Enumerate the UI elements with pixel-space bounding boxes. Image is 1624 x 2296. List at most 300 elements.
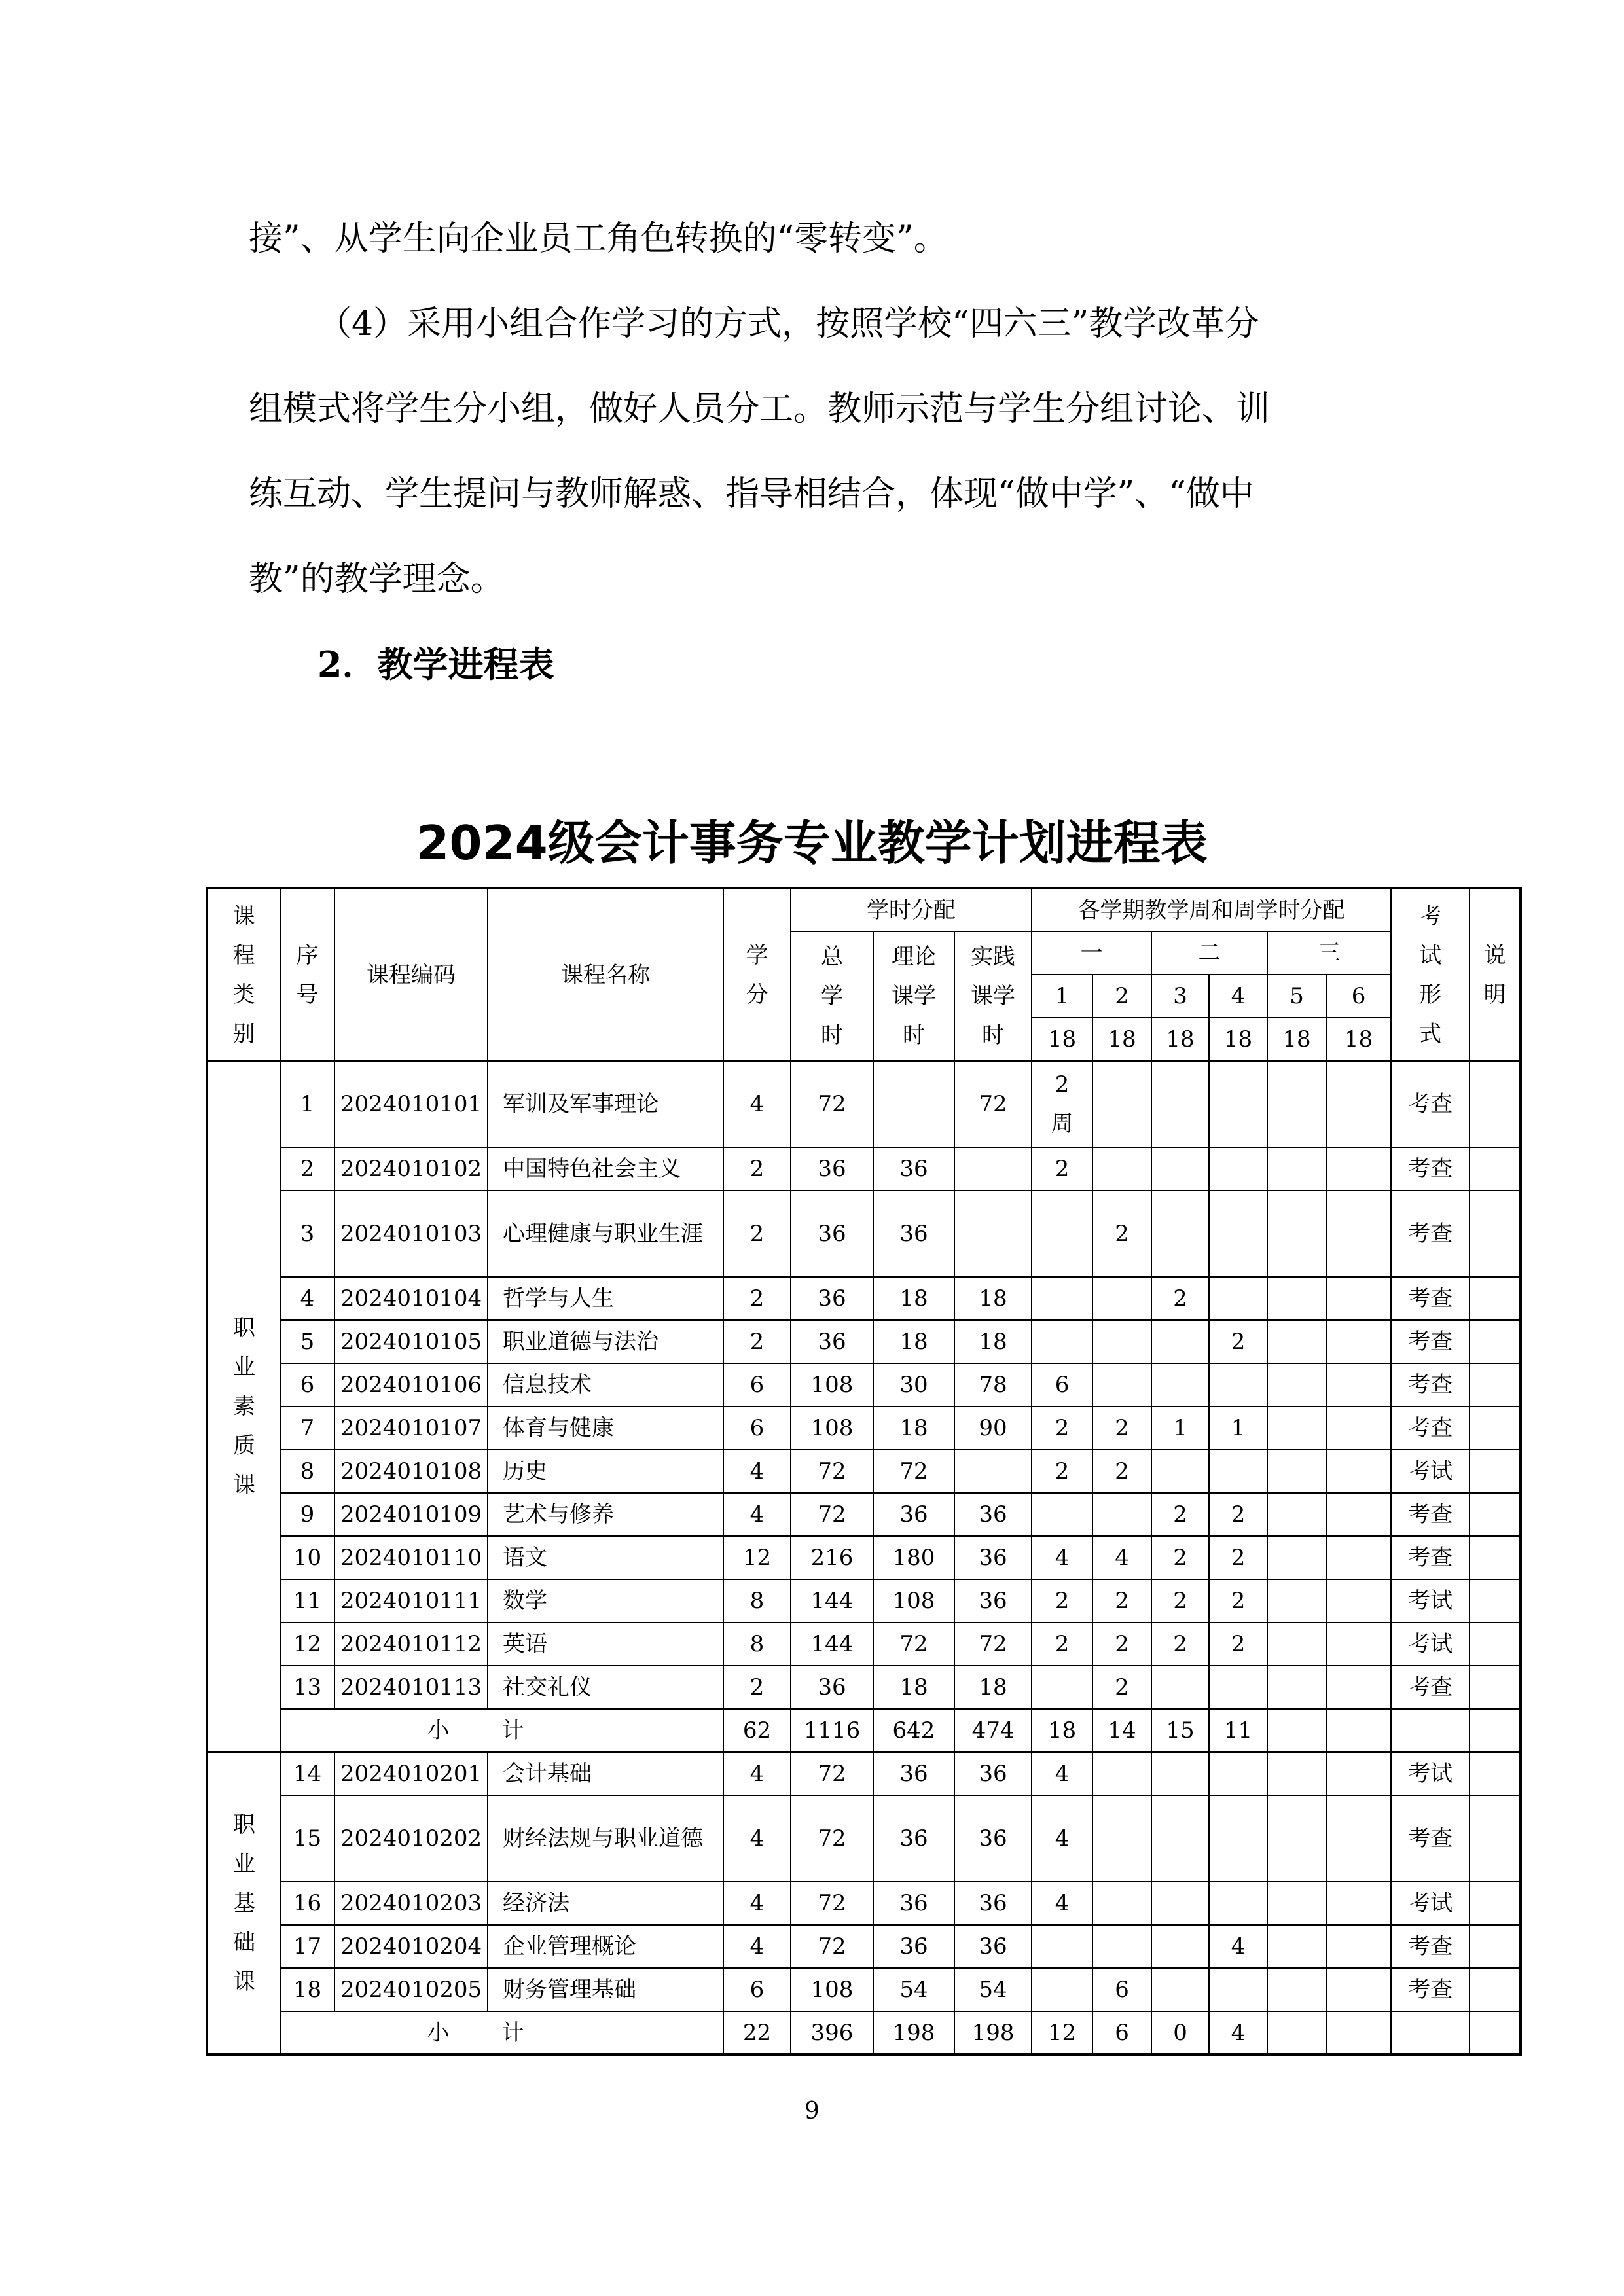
semester-hours-cell: 2 xyxy=(1209,1536,1267,1579)
semester-hours-cell xyxy=(1032,1925,1092,1968)
subtotal-exam-form xyxy=(1391,1709,1470,1752)
subtotal-semester-hours: 15 xyxy=(1151,1709,1209,1752)
subtotal-semester-hours xyxy=(1267,1709,1326,1752)
semester-hours-cell xyxy=(1267,1968,1326,2011)
code-cell: 2024010107 xyxy=(334,1407,488,1450)
code-cell: 2024010106 xyxy=(334,1363,488,1407)
practice-hours-cell: 36 xyxy=(954,1795,1032,1882)
seq-cell: 6 xyxy=(280,1363,334,1407)
semester-hours-cell xyxy=(1267,1147,1326,1191)
header-year-3: 三 xyxy=(1267,931,1391,975)
semester-hours-cell: 6 xyxy=(1092,1968,1151,2011)
seq-cell: 3 xyxy=(280,1191,334,1277)
exam-form-cell: 考查 xyxy=(1391,1795,1470,1882)
course-name-cell: 企业管理概论 xyxy=(488,1925,723,1968)
semester-hours-cell xyxy=(1209,1882,1267,1925)
semester-hours-cell xyxy=(1151,1450,1209,1493)
semester-hours-cell: 2 xyxy=(1032,1623,1092,1666)
course-name-cell: 会计基础 xyxy=(488,1752,723,1795)
category-cell: 职业基础课 xyxy=(207,1752,280,2054)
table-row xyxy=(207,1882,1521,1925)
code-cell: 2024010109 xyxy=(334,1493,488,1536)
notes-cell xyxy=(1470,1666,1521,1709)
paragraph-line: （4）采用小组合作学习的方式，按照学校“四六三”教学改革分 xyxy=(317,304,1259,344)
total-hours-cell: 72 xyxy=(791,1450,873,1493)
semester-hours-cell xyxy=(1326,1277,1391,1320)
semester-hours-cell xyxy=(1092,1277,1151,1320)
header-weeks: 18 xyxy=(1092,1018,1151,1061)
seq-cell: 17 xyxy=(280,1925,334,1968)
practice-hours-cell: 36 xyxy=(954,1493,1032,1536)
semester-hours-cell xyxy=(1092,1925,1151,1968)
seq-cell: 8 xyxy=(280,1450,334,1493)
subtotal-total-hours: 396 xyxy=(791,2011,873,2054)
code-cell: 2024010203 xyxy=(334,1882,488,1925)
code-cell: 2024010101 xyxy=(334,1061,488,1147)
credits-cell: 4 xyxy=(723,1925,791,1968)
subtotal-theory-hours: 642 xyxy=(873,1709,954,1752)
semester-hours-cell xyxy=(1267,1925,1326,1968)
header-weeks: 18 xyxy=(1267,1018,1326,1061)
credits-cell: 2 xyxy=(723,1320,791,1363)
course-name-cell: 社交礼仪 xyxy=(488,1666,723,1709)
seq-cell: 13 xyxy=(280,1666,334,1709)
section-heading: 2．教学进程表 xyxy=(317,643,554,685)
header-semester: 5 xyxy=(1267,975,1326,1018)
semester-hours-cell xyxy=(1326,1795,1391,1882)
semester-hours-cell: 2 xyxy=(1032,1147,1092,1191)
table-row xyxy=(207,1968,1521,2011)
subtotal-semester-hours: 0 xyxy=(1151,2011,1209,2054)
semester-hours-cell: 2 xyxy=(1032,1407,1092,1450)
header-hours-group: 学时分配 xyxy=(791,888,1032,931)
semester-hours-cell xyxy=(1326,1623,1391,1666)
subtotal-semester-hours: 18 xyxy=(1032,1709,1092,1752)
semester-hours-cell: 2 xyxy=(1209,1623,1267,1666)
course-name-cell: 军训及军事理论 xyxy=(488,1061,723,1147)
seq-cell: 9 xyxy=(280,1493,334,1536)
semester-hours-cell: 4 xyxy=(1092,1536,1151,1579)
subtotal-notes xyxy=(1470,1709,1521,1752)
table-body xyxy=(207,1061,1521,2054)
semester-hours-cell: 2 xyxy=(1151,1623,1209,1666)
semester-hours-cell xyxy=(1092,1147,1151,1191)
total-hours-cell: 108 xyxy=(791,1363,873,1407)
subtotal-theory-hours: 198 xyxy=(873,2011,954,2054)
semester-hours-cell: 2 xyxy=(1209,1320,1267,1363)
credits-cell: 2 xyxy=(723,1277,791,1320)
paragraph-line: 接”、从学生向企业员工角色转换的“零转变”。 xyxy=(249,219,948,259)
semester-hours-cell xyxy=(1326,1536,1391,1579)
theory-hours-cell: 36 xyxy=(873,1147,954,1191)
semester-hours-cell: 2 xyxy=(1209,1493,1267,1536)
total-hours-cell: 72 xyxy=(791,1752,873,1795)
semester-hours-cell xyxy=(1092,1752,1151,1795)
seq-cell: 14 xyxy=(280,1752,334,1795)
semester-hours-cell xyxy=(1267,1666,1326,1709)
header-semester: 1 xyxy=(1032,975,1092,1018)
course-name-cell: 体育与健康 xyxy=(488,1407,723,1450)
practice-hours-cell: 18 xyxy=(954,1320,1032,1363)
semester-hours-cell xyxy=(1092,1320,1151,1363)
total-hours-cell: 36 xyxy=(791,1277,873,1320)
header-weeks: 18 xyxy=(1032,1018,1092,1061)
semester-hours-cell xyxy=(1151,1061,1209,1147)
code-cell: 2024010204 xyxy=(334,1925,488,1968)
course-name-cell: 经济法 xyxy=(488,1882,723,1925)
code-cell: 2024010104 xyxy=(334,1277,488,1320)
subtotal-semester-hours xyxy=(1267,2011,1326,2054)
table-row xyxy=(207,1277,1521,1320)
subtotal-semester-hours: 14 xyxy=(1092,1709,1151,1752)
practice-hours-cell: 72 xyxy=(954,1061,1032,1147)
semester-hours-cell: 2 xyxy=(1151,1579,1209,1623)
practice-hours-cell: 36 xyxy=(954,1536,1032,1579)
notes-cell xyxy=(1470,1450,1521,1493)
subtotal-credits: 62 xyxy=(723,1709,791,1752)
semester-hours-cell xyxy=(1092,1882,1151,1925)
subtotal-semester-hours: 12 xyxy=(1032,2011,1092,2054)
semester-hours-cell xyxy=(1326,1061,1391,1147)
exam-form-cell: 考试 xyxy=(1391,1579,1470,1623)
total-hours-cell: 36 xyxy=(791,1147,873,1191)
theory-hours-cell: 18 xyxy=(873,1407,954,1450)
semester-hours-cell: 2周 xyxy=(1032,1061,1092,1147)
table-row xyxy=(207,1363,1521,1407)
credits-cell: 4 xyxy=(723,1882,791,1925)
semester-hours-cell xyxy=(1209,1277,1267,1320)
semester-hours-cell: 2 xyxy=(1151,1493,1209,1536)
semester-hours-cell xyxy=(1209,1363,1267,1407)
semester-hours-cell xyxy=(1151,1925,1209,1968)
course-name-cell: 历史 xyxy=(488,1450,723,1493)
semester-hours-cell xyxy=(1267,1061,1326,1147)
header-semester: 3 xyxy=(1151,975,1209,1018)
notes-cell xyxy=(1470,1623,1521,1666)
exam-form-cell: 考试 xyxy=(1391,1752,1470,1795)
semester-hours-cell xyxy=(1209,1147,1267,1191)
theory-hours-cell: 18 xyxy=(873,1277,954,1320)
header-practice-hours: 实践课学时 xyxy=(954,931,1032,1061)
semester-hours-cell xyxy=(1209,1752,1267,1795)
header-weeks: 18 xyxy=(1151,1018,1209,1061)
semester-hours-cell xyxy=(1209,1450,1267,1493)
practice-hours-cell: 90 xyxy=(954,1407,1032,1450)
seq-cell: 4 xyxy=(280,1277,334,1320)
subtotal-semester-hours: 6 xyxy=(1092,2011,1151,2054)
notes-cell xyxy=(1470,1882,1521,1925)
notes-cell xyxy=(1470,1536,1521,1579)
theory-hours-cell: 36 xyxy=(873,1191,954,1277)
theory-hours-cell: 72 xyxy=(873,1450,954,1493)
credits-cell: 4 xyxy=(723,1493,791,1536)
course-name-cell: 职业道德与法治 xyxy=(488,1320,723,1363)
semester-hours-cell xyxy=(1092,1493,1151,1536)
header-theory-hours: 理论课学时 xyxy=(873,931,954,1061)
semester-hours-cell: 1 xyxy=(1209,1407,1267,1450)
total-hours-cell: 72 xyxy=(791,1493,873,1536)
seq-cell: 18 xyxy=(280,1968,334,2011)
seq-cell: 11 xyxy=(280,1579,334,1623)
total-hours-cell: 72 xyxy=(791,1795,873,1882)
code-cell: 2024010105 xyxy=(334,1320,488,1363)
semester-hours-cell xyxy=(1151,1191,1209,1277)
notes-cell xyxy=(1470,1407,1521,1450)
header-semester: 4 xyxy=(1209,975,1267,1018)
credits-cell: 6 xyxy=(723,1363,791,1407)
notes-cell xyxy=(1470,1925,1521,1968)
seq-cell: 1 xyxy=(280,1061,334,1147)
exam-form-cell: 考查 xyxy=(1391,1320,1470,1363)
semester-hours-cell xyxy=(1209,1968,1267,2011)
practice-hours-cell: 72 xyxy=(954,1623,1032,1666)
subtotal-total-hours: 1116 xyxy=(791,1709,873,1752)
credits-cell: 2 xyxy=(723,1147,791,1191)
total-hours-cell: 144 xyxy=(791,1623,873,1666)
exam-form-cell: 考查 xyxy=(1391,1666,1470,1709)
subtotal-semester-hours xyxy=(1326,2011,1391,2054)
credits-cell: 8 xyxy=(723,1579,791,1623)
practice-hours-cell: 78 xyxy=(954,1363,1032,1407)
subtotal-notes xyxy=(1470,2011,1521,2054)
notes-cell xyxy=(1470,1752,1521,1795)
semester-hours-cell xyxy=(1267,1363,1326,1407)
semester-hours-cell xyxy=(1092,1363,1151,1407)
code-cell: 2024010205 xyxy=(334,1968,488,2011)
category-cell: 职业素质课 xyxy=(207,1061,280,1752)
table-row xyxy=(207,1191,1521,1277)
header-weeks: 18 xyxy=(1209,1018,1267,1061)
semester-hours-cell: 2 xyxy=(1151,1277,1209,1320)
exam-form-cell: 考试 xyxy=(1391,1882,1470,1925)
notes-cell xyxy=(1470,1277,1521,1320)
seq-cell: 7 xyxy=(280,1407,334,1450)
teaching-plan-table xyxy=(206,887,1522,2056)
page-number: 9 xyxy=(804,2098,820,2125)
semester-hours-cell: 4 xyxy=(1032,1882,1092,1925)
notes-cell xyxy=(1470,1320,1521,1363)
table-row xyxy=(207,1450,1521,1493)
table-row xyxy=(207,1795,1521,1882)
header-year-2: 二 xyxy=(1151,931,1267,975)
semester-hours-cell xyxy=(1267,1536,1326,1579)
table-row xyxy=(207,1536,1521,1579)
header-credits: 学分 xyxy=(723,888,791,1061)
credits-cell: 2 xyxy=(723,1191,791,1277)
semester-hours-cell xyxy=(1326,1320,1391,1363)
semester-hours-cell: 2 xyxy=(1209,1579,1267,1623)
exam-form-cell: 考查 xyxy=(1391,1061,1470,1147)
semester-hours-cell: 2 xyxy=(1092,1407,1151,1450)
code-cell: 2024010102 xyxy=(334,1147,488,1191)
semester-hours-cell xyxy=(1267,1795,1326,1882)
semester-hours-cell: 2 xyxy=(1151,1536,1209,1579)
course-name-cell: 财经法规与职业道德 xyxy=(488,1795,723,1882)
subtotal-practice-hours: 198 xyxy=(954,2011,1032,2054)
seq-cell: 5 xyxy=(280,1320,334,1363)
practice-hours-cell: 36 xyxy=(954,1882,1032,1925)
total-hours-cell: 36 xyxy=(791,1191,873,1277)
practice-hours-cell xyxy=(954,1450,1032,1493)
exam-form-cell: 考试 xyxy=(1391,1623,1470,1666)
exam-form-cell: 考试 xyxy=(1391,1450,1470,1493)
total-hours-cell: 72 xyxy=(791,1925,873,1968)
theory-hours-cell: 36 xyxy=(873,1795,954,1882)
theory-hours-cell: 18 xyxy=(873,1320,954,1363)
semester-hours-cell xyxy=(1326,1752,1391,1795)
semester-hours-cell xyxy=(1151,1363,1209,1407)
header-semester-group: 各学期教学周和周学时分配 xyxy=(1032,888,1391,931)
semester-hours-cell xyxy=(1326,1882,1391,1925)
exam-form-cell: 考查 xyxy=(1391,1968,1470,2011)
practice-hours-cell: 18 xyxy=(954,1277,1032,1320)
seq-cell: 15 xyxy=(280,1795,334,1882)
semester-hours-cell: 2 xyxy=(1092,1191,1151,1277)
seq-cell: 12 xyxy=(280,1623,334,1666)
table-row xyxy=(207,1407,1521,1450)
semester-hours-cell: 2 xyxy=(1092,1666,1151,1709)
semester-hours-cell: 2 xyxy=(1092,1623,1151,1666)
notes-cell xyxy=(1470,1363,1521,1407)
semester-hours-cell xyxy=(1326,1493,1391,1536)
semester-hours-cell: 4 xyxy=(1032,1536,1092,1579)
course-name-cell: 哲学与人生 xyxy=(488,1277,723,1320)
theory-hours-cell: 54 xyxy=(873,1968,954,2011)
course-name-cell: 心理健康与职业生涯 xyxy=(488,1191,723,1277)
notes-cell xyxy=(1470,1061,1521,1147)
notes-cell xyxy=(1470,1191,1521,1277)
semester-hours-cell xyxy=(1267,1277,1326,1320)
notes-cell xyxy=(1470,1147,1521,1191)
credits-cell: 4 xyxy=(723,1795,791,1882)
semester-hours-cell xyxy=(1267,1320,1326,1363)
exam-form-cell: 考查 xyxy=(1391,1277,1470,1320)
table-row xyxy=(207,1061,1521,1147)
semester-hours-cell xyxy=(1326,1450,1391,1493)
theory-hours-cell: 30 xyxy=(873,1363,954,1407)
course-name-cell: 财务管理基础 xyxy=(488,1968,723,2011)
header-category: 课程类别 xyxy=(207,888,280,1061)
total-hours-cell: 108 xyxy=(791,1407,873,1450)
practice-hours-cell xyxy=(954,1147,1032,1191)
paragraph-line: 组模式将学生分小组，做好人员分工。教师示范与学生分组讨论、训 xyxy=(249,389,1271,429)
semester-hours-cell xyxy=(1032,1277,1092,1320)
credits-cell: 4 xyxy=(723,1061,791,1147)
theory-hours-cell: 36 xyxy=(873,1882,954,1925)
code-cell: 2024010113 xyxy=(334,1666,488,1709)
semester-hours-cell xyxy=(1151,1666,1209,1709)
theory-hours-cell: 18 xyxy=(873,1666,954,1709)
total-hours-cell: 72 xyxy=(791,1061,873,1147)
header-name: 课程名称 xyxy=(488,888,723,1061)
practice-hours-cell: 54 xyxy=(954,1968,1032,2011)
semester-hours-cell xyxy=(1326,1191,1391,1277)
total-hours-cell: 144 xyxy=(791,1579,873,1623)
subtotal-semester-hours xyxy=(1326,1709,1391,1752)
semester-hours-cell xyxy=(1151,1795,1209,1882)
semester-hours-cell xyxy=(1092,1061,1151,1147)
course-name-cell: 数学 xyxy=(488,1579,723,1623)
table-row xyxy=(207,1666,1521,1709)
course-name-cell: 英语 xyxy=(488,1623,723,1666)
semester-hours-cell: 6 xyxy=(1032,1363,1092,1407)
credits-cell: 8 xyxy=(723,1623,791,1666)
course-name-cell: 信息技术 xyxy=(488,1363,723,1407)
body-text xyxy=(249,196,1381,622)
semester-hours-cell xyxy=(1326,1363,1391,1407)
semester-hours-cell xyxy=(1032,1968,1092,2011)
semester-hours-cell xyxy=(1267,1191,1326,1277)
credits-cell: 2 xyxy=(723,1666,791,1709)
table-row xyxy=(207,1147,1521,1191)
course-name-cell: 中国特色社会主义 xyxy=(488,1147,723,1191)
credits-cell: 4 xyxy=(723,1450,791,1493)
header-semester: 6 xyxy=(1326,975,1391,1018)
semester-hours-cell xyxy=(1326,1579,1391,1623)
semester-hours-cell xyxy=(1209,1666,1267,1709)
theory-hours-cell: 180 xyxy=(873,1536,954,1579)
subtotal-credits: 22 xyxy=(723,2011,791,2054)
table-row xyxy=(207,1579,1521,1623)
table-row xyxy=(207,1752,1521,1795)
theory-hours-cell: 72 xyxy=(873,1623,954,1666)
practice-hours-cell: 36 xyxy=(954,1925,1032,1968)
semester-hours-cell xyxy=(1326,1925,1391,1968)
seq-cell: 2 xyxy=(280,1147,334,1191)
semester-hours-cell xyxy=(1151,1882,1209,1925)
semester-hours-cell xyxy=(1151,1968,1209,2011)
semester-hours-cell: 2 xyxy=(1032,1579,1092,1623)
semester-hours-cell xyxy=(1267,1493,1326,1536)
seq-cell: 16 xyxy=(280,1882,334,1925)
semester-hours-cell xyxy=(1151,1752,1209,1795)
notes-cell xyxy=(1470,1795,1521,1882)
semester-hours-cell xyxy=(1267,1623,1326,1666)
paragraph-line: 教”的教学理念。 xyxy=(249,560,505,599)
paragraph-line: 练互动、学生提问与教师解惑、指导相结合，体现“做中学”、“做中 xyxy=(249,475,1254,514)
code-cell: 2024010112 xyxy=(334,1623,488,1666)
semester-hours-cell xyxy=(1326,1666,1391,1709)
code-cell: 2024010110 xyxy=(334,1536,488,1579)
semester-hours-cell: 2 xyxy=(1092,1450,1151,1493)
practice-hours-cell: 18 xyxy=(954,1666,1032,1709)
code-cell: 2024010201 xyxy=(334,1752,488,1795)
subtotal-practice-hours: 474 xyxy=(954,1709,1032,1752)
table-title: 2024级会计事务专业教学计划进程表 xyxy=(416,816,1208,870)
notes-cell xyxy=(1470,1968,1521,2011)
practice-hours-cell: 36 xyxy=(954,1579,1032,1623)
course-name-cell: 语文 xyxy=(488,1536,723,1579)
theory-hours-cell: 108 xyxy=(873,1579,954,1623)
exam-form-cell: 考查 xyxy=(1391,1147,1470,1191)
semester-hours-cell xyxy=(1326,1407,1391,1450)
semester-hours-cell xyxy=(1326,1968,1391,2011)
table-row xyxy=(207,1623,1521,1666)
subtotal-exam-form xyxy=(1391,2011,1470,2054)
semester-hours-cell xyxy=(1032,1191,1092,1277)
semester-hours-cell xyxy=(1209,1795,1267,1882)
total-hours-cell: 36 xyxy=(791,1320,873,1363)
exam-form-cell: 考查 xyxy=(1391,1925,1470,1968)
practice-hours-cell: 36 xyxy=(954,1752,1032,1795)
credits-cell: 6 xyxy=(723,1407,791,1450)
semester-hours-cell xyxy=(1267,1882,1326,1925)
semester-hours-cell xyxy=(1032,1666,1092,1709)
notes-cell xyxy=(1470,1579,1521,1623)
theory-hours-cell: 36 xyxy=(873,1752,954,1795)
header-exam-form: 考试形式 xyxy=(1391,888,1470,1061)
semester-hours-cell: 4 xyxy=(1032,1752,1092,1795)
